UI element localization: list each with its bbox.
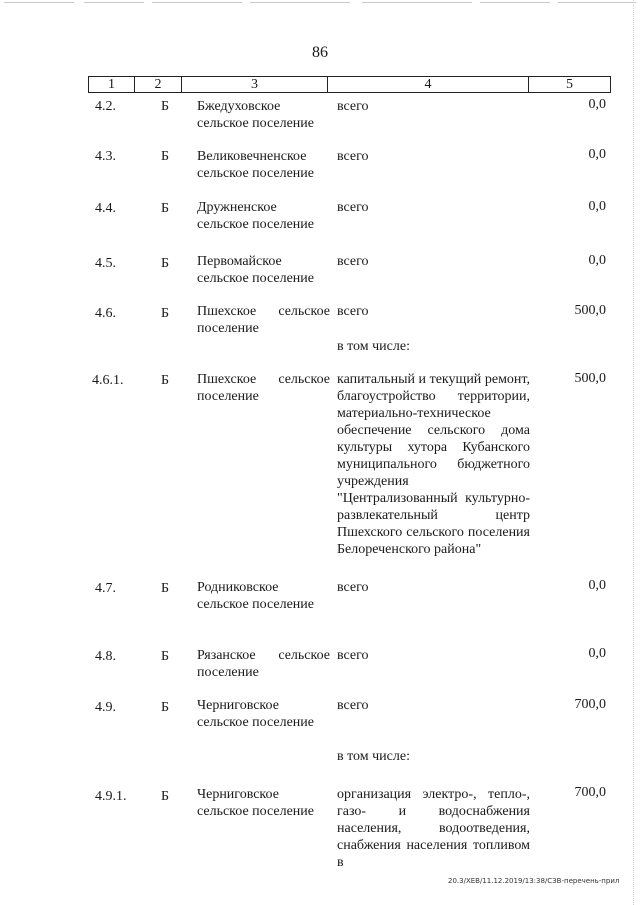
header-col-5: 5: [566, 77, 573, 92]
row-amount: 700,0: [574, 785, 606, 800]
row-amount: 0,0: [588, 578, 606, 593]
subtotal-note: в том числе:: [337, 339, 410, 354]
header-col-1: 1: [89, 77, 135, 92]
row-number: 4.9.1.: [95, 789, 127, 804]
row-description: всего: [337, 648, 369, 663]
row-settlement-name: Пшехское сельское поселение: [197, 304, 330, 336]
row-code: Б: [160, 700, 170, 715]
document-footer-code: 20.3/ХЕВ/11.12.2019/13:38/СЗВ-перечень-прил: [448, 877, 620, 885]
header-col-4: 4: [328, 77, 529, 92]
row-description: капитальный и текущий ремонт, благоустройство территории, материально-техническое обеспечение сельского дома культуры хутора Кубанского муниципального бюджетного учреждения "Централизованный культурно-развлекательный центр Пшехского сельского поселения Белореченского района": [337, 372, 530, 557]
row-amount: 500,0: [574, 303, 606, 318]
row-code: Б: [160, 149, 170, 164]
row-number: 4.6.1.: [92, 373, 124, 388]
row-number: 4.2.: [95, 99, 116, 114]
row-amount: 0,0: [588, 646, 606, 661]
scan-artifact: [0, 0, 640, 8]
header-col-2: 2: [135, 77, 182, 92]
row-description: всего: [337, 99, 369, 114]
row-number: 4.5.: [95, 256, 116, 271]
row-settlement-name: Родниковское сельское поселение: [197, 580, 314, 612]
row-description: всего: [337, 698, 369, 713]
row-code: Б: [160, 306, 170, 321]
row-number: 4.6.: [95, 306, 116, 321]
row-settlement-name: Черниговское сельское поселение: [197, 787, 314, 819]
row-code: Б: [160, 373, 170, 388]
row-code: Б: [160, 201, 170, 216]
row-amount: 0,0: [588, 253, 606, 268]
row-description: всего: [337, 149, 369, 164]
row-code: Б: [160, 649, 170, 664]
page-number: 86: [312, 44, 328, 61]
row-number: 4.8.: [95, 649, 116, 664]
subtotal-note: в том числе:: [337, 749, 410, 764]
scan-edge-artifact: [633, 0, 638, 905]
table-header: [88, 76, 611, 93]
row-settlement-name: Великовечненское сельское поселение: [197, 149, 314, 181]
row-description: всего: [337, 254, 369, 269]
row-number: 4.9.: [95, 700, 116, 715]
row-settlement-name: Первомайское сельское поселение: [197, 254, 314, 286]
row-amount: 0,0: [588, 199, 606, 214]
row-number: 4.3.: [95, 149, 116, 164]
row-code: Б: [160, 789, 170, 804]
header-col-3: 3: [182, 77, 328, 92]
row-number: 4.4.: [95, 201, 116, 216]
row-settlement-name: Дружненское сельское поселение: [197, 200, 314, 232]
row-amount: 0,0: [588, 97, 606, 112]
row-description: всего: [337, 580, 369, 595]
row-code: Б: [160, 256, 170, 271]
row-settlement-name: Пшехское сельское поселение: [197, 372, 330, 404]
row-settlement-name: Рязанское сельское поселение: [197, 648, 330, 680]
row-amount: 0,0: [588, 147, 606, 162]
row-amount: 700,0: [574, 697, 606, 712]
row-settlement-name: Бжедуховское сельское поселение: [197, 99, 314, 131]
row-settlement-name: Черниговское сельское поселение: [197, 698, 314, 730]
row-description: всего: [337, 200, 369, 215]
row-code: Б: [160, 581, 170, 596]
row-description: всего: [337, 304, 369, 319]
row-description: организация электро-, тепло-, газо- и водоснабжения населения, водоотведения, снабжения населения топливом в: [337, 787, 530, 870]
row-amount: 500,0: [574, 371, 606, 386]
row-number: 4.7.: [95, 581, 116, 596]
row-code: Б: [160, 99, 170, 114]
